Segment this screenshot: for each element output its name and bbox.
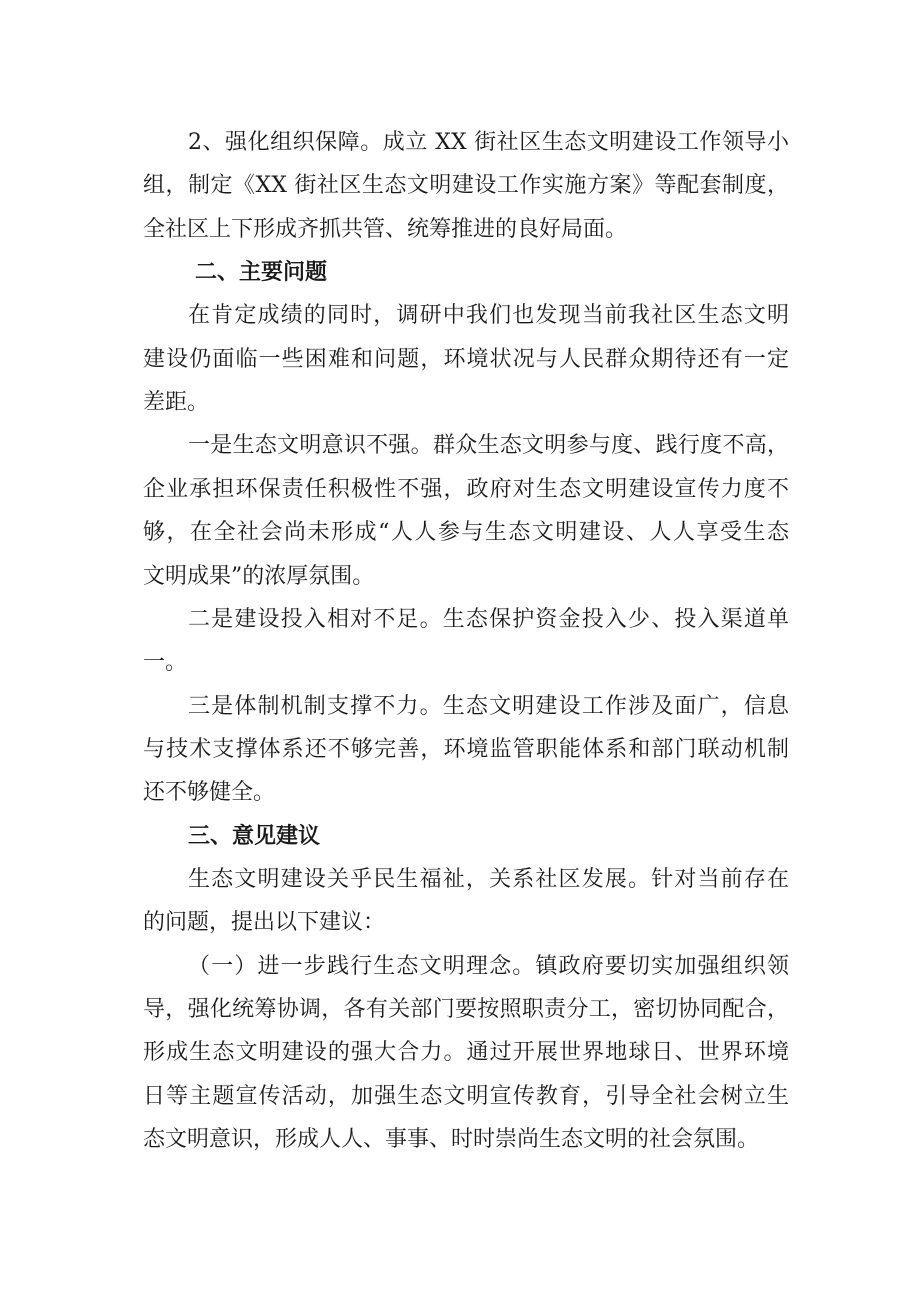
paragraph-line: 全社区上下形成齐抓共管、统筹推进的良好局面。	[143, 216, 628, 242]
paragraph-line: 二是建设投入相对不足。生态保护资金投入少、投入渠道单	[188, 606, 789, 632]
paragraph-line: 导，强化统筹协调，各有关部门要按照职责分工，密切协同配合，	[143, 997, 789, 1022]
paragraph-line: 日等主题宣传活动，加强生态文明宣传教育，引导全社会树立生	[143, 1083, 789, 1109]
paragraph-line: 在肯定成绩的同时，调研中我们也发现当前我社区生态文明	[188, 303, 789, 329]
paragraph-line: 一。	[143, 650, 188, 676]
paragraph-line: 差距。	[143, 390, 210, 416]
paragraph-line: 组，制定《XX 街社区生态文明建设工作实施方案》等配套制度，	[143, 173, 789, 199]
paragraph-line: 2、强化组织保障。成立 XX 街社区生态文明建设工作领导小	[188, 130, 789, 155]
paragraph-line: （一）进一步践行生态文明理念。镇政府要切实加强组织领	[188, 953, 789, 979]
section-heading: 二、主要问题	[195, 260, 328, 286]
paragraph-line: 还不够健全。	[143, 780, 276, 806]
paragraph-line: 一是生态文明意识不强。群众生态文明参与度、践行度不高，	[188, 433, 789, 459]
paragraph-line: 企业承担环保责任积极性不强，政府对生态文明建设宣传力度不	[143, 476, 789, 502]
paragraph-line: 与技术支撑体系还不够完善，环境监管职能体系和部门联动机制	[143, 736, 789, 762]
paragraph-line: 态文明意识，形成人人、事事、时时崇尚生态文明的社会氛围。	[143, 1127, 760, 1153]
paragraph-line: 文明成果”的浓厚氛围。	[143, 563, 375, 589]
paragraph-line: 生态文明建设关乎民生福祉，关系社区发展。针对当前存在	[188, 866, 789, 892]
paragraph-line: 形成生态文明建设的强大合力。通过开展世界地球日、世界环境	[143, 1040, 789, 1066]
section-heading: 三、意见建议	[188, 823, 321, 849]
paragraph-line: 够，在全社会尚未形成“人人参与生态文明建设、人人享受生态	[143, 520, 789, 546]
paragraph-line: 建设仍面临一些困难和问题，环境状况与人民群众期待还有一定	[143, 346, 789, 372]
paragraph-line: 的问题，提出以下建议：	[143, 910, 386, 936]
paragraph-line: 三是体制机制支撑不力。生态文明建设工作涉及面广，信息	[188, 693, 789, 719]
